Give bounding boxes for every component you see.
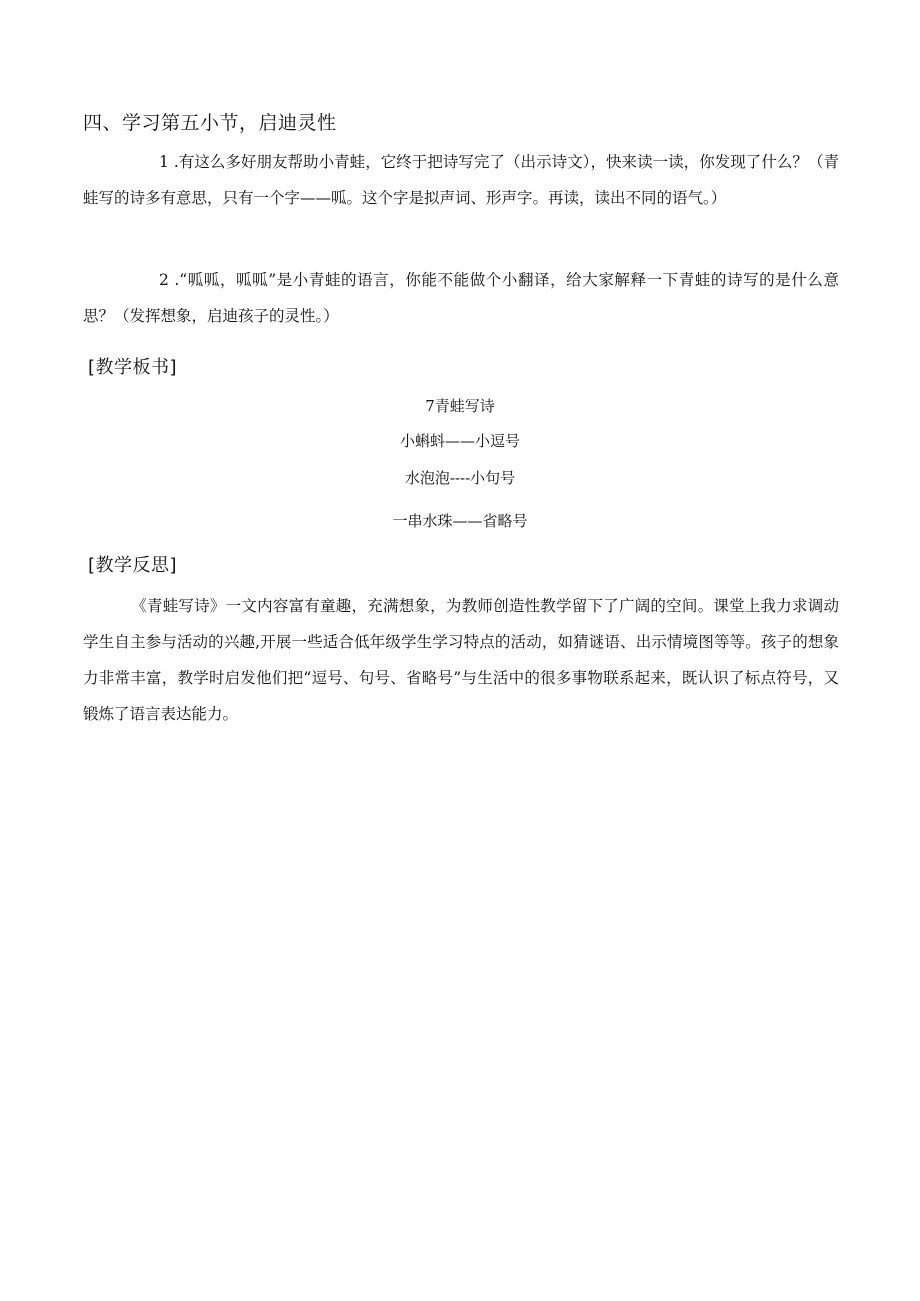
blackboard-line-ellipsis: 一串水珠——省略号 — [392, 512, 528, 530]
reflection-paragraph — [83, 588, 839, 732]
blackboard-line-comma: 小蝌蚪——小逗号 — [399, 432, 520, 450]
blackboard-line-title: 7青蛙写诗 — [425, 397, 495, 415]
section-four-item-2-text: 2 .“呱呱，呱呱”是小青蛙的语言，你能不能做个小翻译，给大家解释一下青蛙的诗写的是什么意思？（发挥想象，启迪孩子的灵性。） — [83, 271, 839, 325]
blackboard-section-title: [教学板书] — [88, 357, 178, 378]
section-four-heading: 四、学习第五小节，启迪灵性 — [83, 112, 337, 134]
blackboard-line-period: 水泡泡----小句号 — [404, 469, 516, 487]
section-four-item-2 — [83, 262, 839, 334]
section-four-item-1-text: 1 .有这么多好朋友帮助小青蛙，它终于把诗写完了（出示诗文），快来读一读，你发现了什么？（青蛙写的诗多有意思，只有一个字——呱。这个字是拟声词、形声字。再读，读出不同的语气。） — [83, 153, 839, 207]
reflection-text: 《青蛙写诗》一文内容富有童趣，充满想象，为教师创造性教学留下了广阔的空间。课堂上我力求调动学生自主参与活动的兴趣,开展一些适合低年级学生学习特点的活动，如猜谜语、出示情境图等等。孩子的想象力非常丰富，教学时启发他们把“逗号、句号、省略号”与生活中的很多事物联系起来，既认识了标点符号，又锻炼了语言表达能力。 — [83, 597, 839, 723]
reflection-section-title: [教学反思] — [88, 555, 178, 576]
section-four-item-1 — [83, 144, 839, 216]
